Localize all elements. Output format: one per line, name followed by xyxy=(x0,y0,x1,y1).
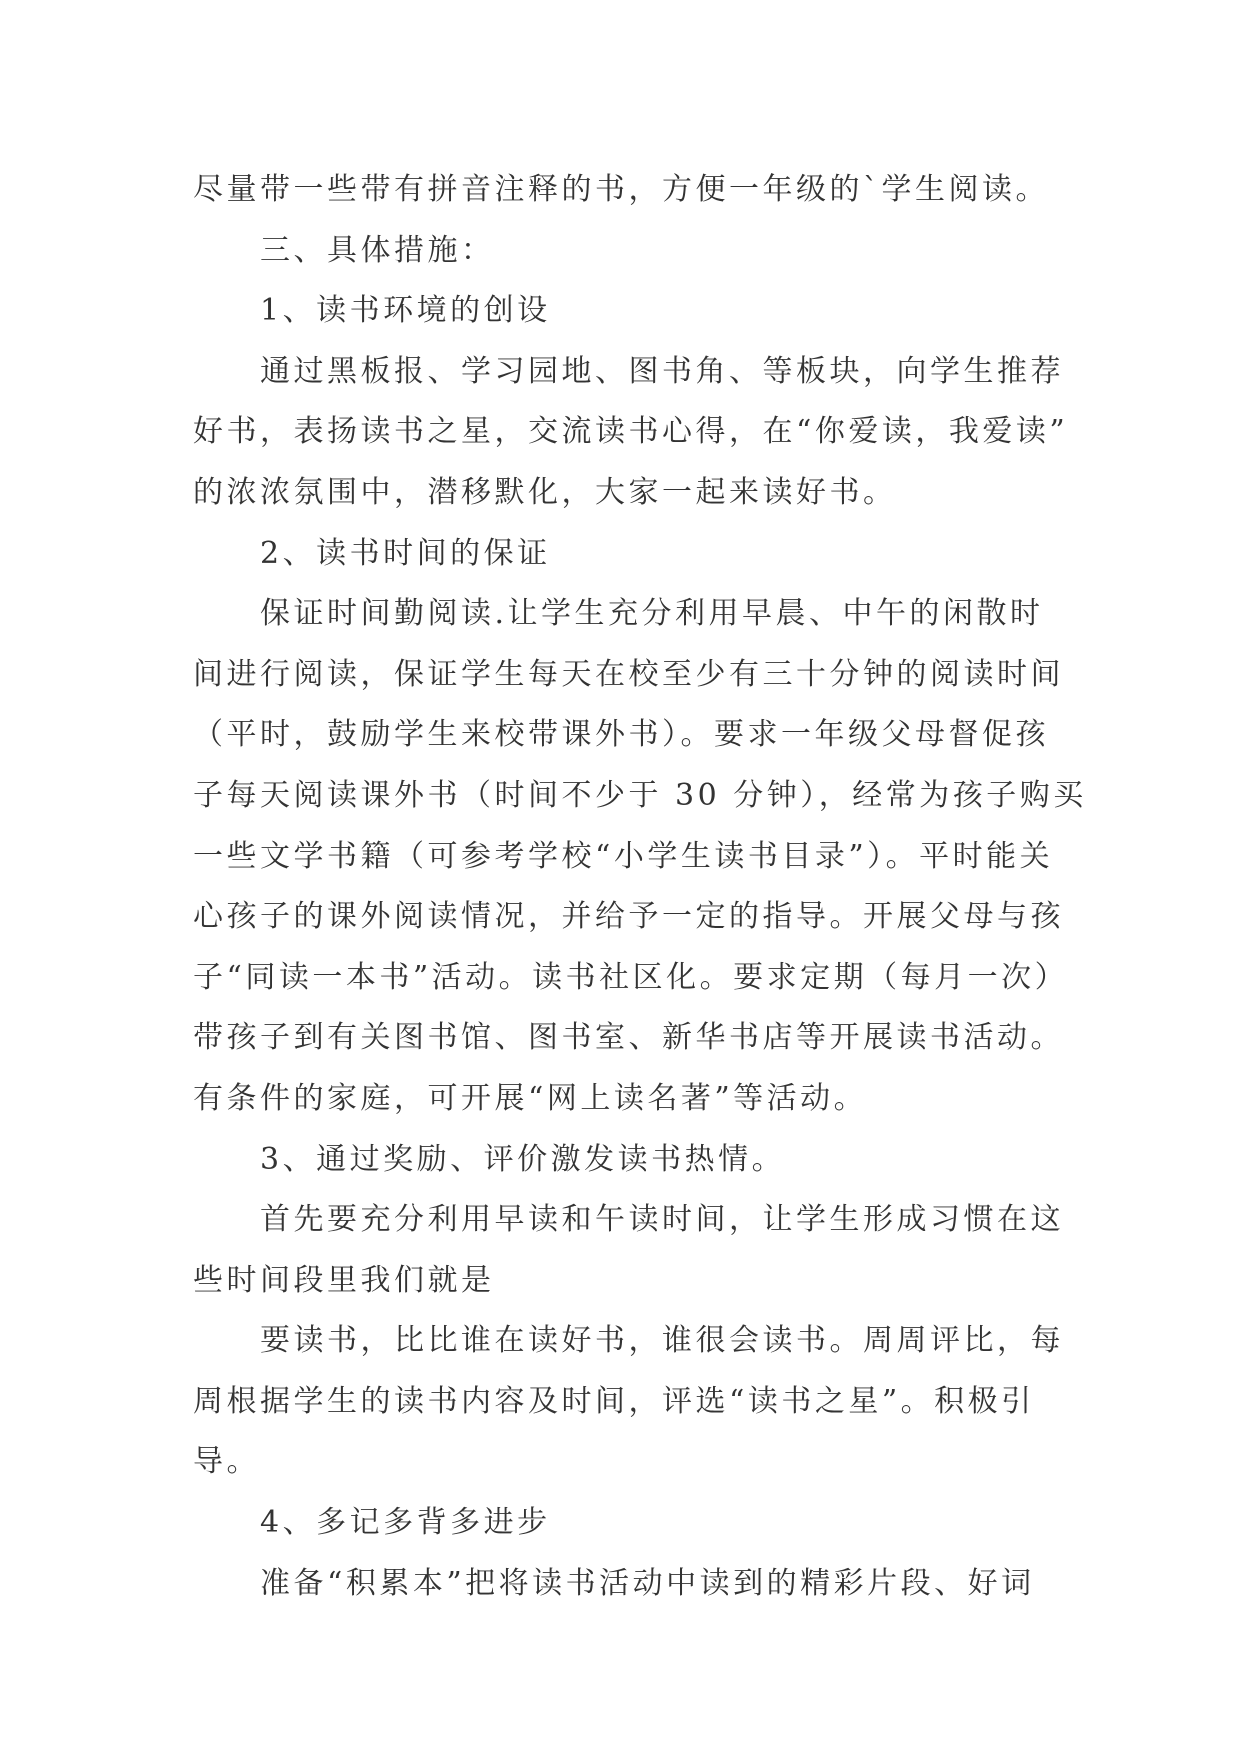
subsection-heading: 3、通过奖励、评价激发读书热情。 xyxy=(260,1141,786,1177)
subsection-heading: 4、多记多背多进步 xyxy=(260,1505,551,1541)
text-line: 些时间段里我们就是 xyxy=(193,1262,495,1298)
text-line: 心孩子的课外阅读情况，并给予一定的指导。开展父母与孩 xyxy=(193,899,1064,935)
text-line: 一些文学书籍（可参考学校“小学生读书目录”）。平时能关 xyxy=(193,838,1054,874)
text-line: 导。 xyxy=(193,1444,260,1480)
text-line: 有条件的家庭，可开展“网上读名著”等活动。 xyxy=(193,1080,868,1116)
section-heading: 三、具体措施： xyxy=(260,232,495,268)
document-body xyxy=(193,160,1087,1614)
text-line: 尽量带一些带有拼音注释的书，方便一年级的`学生阅读。 xyxy=(193,172,1049,207)
text-line: 要读书，比比谁在读好书，谁很会读书。周周评比，每 xyxy=(260,1323,1064,1359)
text-line: 间进行阅读，保证学生每天在校至少有三十分钟的阅读时间 xyxy=(193,656,1064,692)
text-line: 好书，表扬读书之星，交流读书心得，在“你爱读，我爱读” xyxy=(193,414,1069,450)
text-line: 准备“积累本”把将读书活动中读到的精彩片段、好词 xyxy=(260,1565,1035,1601)
subsection-heading: 2、读书时间的保证 xyxy=(260,535,551,571)
text-line: 周根据学生的读书内容及时间，评选“读书之星”。积极引 xyxy=(193,1383,1035,1419)
text-line: 子“同读一本书”活动。读书社区化。要求定期（每月一次） xyxy=(193,959,1069,995)
subsection-heading: 1、读书环境的创设 xyxy=(260,293,551,329)
text-line: （平时，鼓励学生来校带课外书）。要求一年级父母督促孩 xyxy=(193,717,1049,753)
text-line: 带孩子到有关图书馆、图书室、新华书店等开展读书活动。 xyxy=(193,1020,1064,1056)
text-line: 保证时间勤阅读.让学生充分利用早晨、中午的闲散时 xyxy=(260,596,1044,632)
text-line: 通过黑板报、学习园地、图书角、等板块，向学生推荐 xyxy=(260,353,1064,389)
text-line: 的浓浓氛围中，潜移默化，大家一起来读好书。 xyxy=(193,474,897,510)
text-line: 子每天阅读课外书（时间不少于 30 分钟），经常为孩子购买 xyxy=(193,777,1087,813)
text-line: 首先要充分利用早读和午读时间，让学生形成习惯在这 xyxy=(260,1202,1064,1238)
